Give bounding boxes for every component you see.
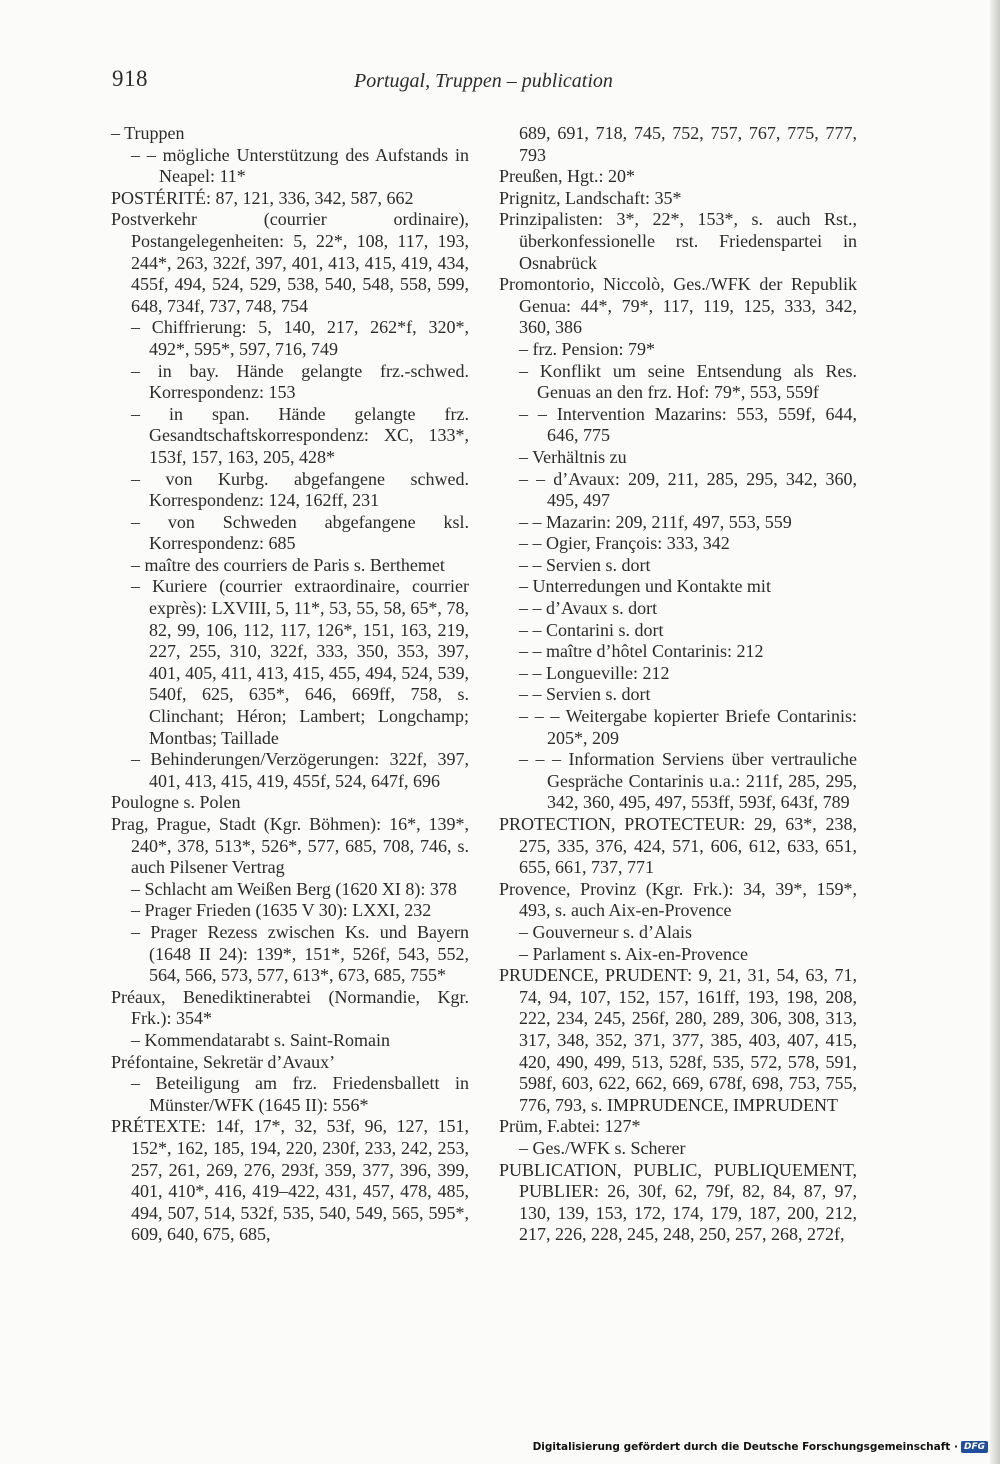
index-entry: Prag, Prague, Stadt (Kgr. Böhmen): 16*, 139*, 240*, 378, 513*, 526*, 577, 685, 708, 746, s. auch Pilsener Vertrag: [111, 814, 469, 878]
index-entry: – Schlacht am Weißen Berg (1620 XI 8): 378: [131, 878, 457, 899]
index-entry: – Truppen: [111, 123, 185, 143]
index-entry: – – Ogier, François: 333, 342: [519, 533, 730, 554]
index-entry: – von Schweden abgefangene ksl. Korrespondenz: 685: [131, 511, 469, 554]
index-entry: – Ges./WFK s. Scherer: [519, 1137, 686, 1158]
index-entry: – – Longueville: 212: [519, 662, 670, 683]
index-entry: – frz. Pension: 79*: [519, 338, 655, 359]
index-entry: PUBLICATION, PUBLIC, PUBLIQUEMENT, PUBLIER: 26, 30f, 62, 79f, 82, 84, 87, 97, 130, 139, 153, 172, 174, 179, 187, 200, 212, 217, 226, 228, 245, 248, 250, 257, 268, 272f,: [499, 1159, 857, 1245]
index-entry: Promontorio, Niccolò, Ges./WFK der Republik Genua: 44*, 79*, 117, 119, 125, 333, 342, 360, 386: [499, 274, 857, 338]
footer-text: Digitalisierung gefördert durch die Deutsche Forschungsgemeinschaft ·: [532, 1441, 958, 1453]
index-entry: PROTECTION, PROTECTEUR: 29, 63*, 238, 275, 335, 376, 424, 571, 606, 612, 633, 651, 655, 661, 737, 771: [499, 814, 857, 878]
index-entry: – Parlament s. Aix-en-Provence: [519, 943, 748, 964]
footer-credit: [533, 1441, 988, 1453]
index-entry: – – Servien s. dort: [519, 684, 651, 705]
index-entry: POSTÉRITÉ: 87, 121, 336, 342, 587, 662: [111, 187, 414, 208]
index-entry: – Verhältnis zu: [519, 446, 627, 467]
index-entry: Préaux, Benediktinerabtei (Normandie, Kgr. Frk.): 354*: [111, 986, 469, 1029]
index-entry: Prignitz, Landschaft: 35*: [499, 187, 682, 208]
index-entry: – Kommendatarabt s. Saint-Romain: [131, 1029, 390, 1050]
index-entry: – in bay. Hände gelangte frz.-schwed. Korrespondenz: 153: [131, 360, 469, 403]
index-entry: – maître des courriers de Paris s. Berthemet: [131, 554, 445, 575]
index-entry: PRUDENCE, PRUDENT: 9, 21, 31, 54, 63, 71, 74, 94, 107, 152, 157, 161ff, 193, 198, 208, 222, 234, 245, 256f, 280, 289, 306, 308, 313, 317, 348, 352, 371, 377, 385, 403, 407, 415, 420, 490, 499, 513, 528f, 535, 572, 578, 591, 598f, 603, 622, 662, 669, 678f, 698, 753, 755, 776, 793, s. IMPRUDENCE, IMPRUDENT: [499, 965, 857, 1115]
index-entry: – Prager Frieden (1635 V 30): LXXI, 232: [131, 900, 432, 921]
index-entry: – – d’Avaux: 209, 211, 285, 295, 342, 360, 495, 497: [519, 468, 857, 511]
index-column-right: [499, 123, 857, 1246]
index-entry: Provence, Provinz (Kgr. Frk.): 34, 39*, 159*, 493, s. auch Aix-en-Provence: [499, 878, 857, 921]
index-entry: Poulogne s. Polen: [111, 792, 241, 813]
index-entry: – Unterredungen und Kontakte mit: [519, 576, 771, 597]
index-entry: – – Servien s. dort: [519, 554, 651, 575]
index-entry: – – maître d’hôtel Contarinis: 212: [519, 641, 764, 662]
index-entry: – – mögliche Unterstützung des Aufstands in Neapel: 11*: [131, 144, 469, 187]
running-head: Portugal, Truppen – publication: [354, 70, 613, 92]
index-entry: – Beteiligung am frz. Friedensballett in Münster/WFK (1645 II): 556*: [131, 1073, 469, 1115]
index-entry: – von Kurbg. abgefangene schwed. Korrespondenz: 124, 162ff, 231: [131, 468, 469, 511]
index-entry: – – Contarini s. dort: [519, 619, 664, 640]
index-entry: Postverkehr (courrier ordinaire), Postangelegenheiten: 5, 22*, 108, 117, 193, 244*, 263, 322f, 397, 401, 413, 415, 419, 434, 455f, 494, 524, 529, 538, 540, 548, 558, 599, 648, 734f, 737, 748, 754: [111, 209, 469, 316]
index-entry: Prüm, F.abtei: 127*: [499, 1116, 641, 1137]
index-entry: Préfontaine, Sekretär d’Avaux’: [111, 1051, 336, 1072]
index-entry: PRÉTEXTE: 14f, 17*, 32, 53f, 96, 127, 151, 152*, 162, 185, 194, 220, 230f, 233, 242, 253, 257, 261, 269, 276, 293f, 359, 377, 396, 399, 401, 410*, 416, 419–422, 431, 457, 478, 485, 494, 507, 514, 532f, 535, 540, 549, 565, 595*, 609, 640, 675, 685,: [111, 1116, 469, 1245]
index-entry: – – Mazarin: 209, 211f, 497, 553, 559: [519, 511, 792, 532]
index-column-left: [111, 123, 469, 1246]
page-edge: [990, 0, 1000, 1464]
index-entry: 689, 691, 718, 745, 752, 757, 767, 775, 777, 793: [519, 123, 857, 165]
page-number: 918: [112, 66, 148, 91]
index-entry: – Behinderungen/Verzögerungen: 322f, 397, 401, 413, 415, 419, 455f, 524, 647f, 696: [131, 749, 469, 791]
index-entry: Prinzipalisten: 3*, 22*, 153*, s. auch Rst., überkonfessionelle rst. Friedenspartei in Osnabrück: [499, 209, 857, 273]
index-entry: – – – Weitergabe kopierter Briefe Contarinis: 205*, 209: [519, 706, 857, 748]
index-entry: – Konflikt um seine Entsendung als Res. Genuas an den frz. Hof: 79*, 553, 559f: [519, 360, 857, 403]
dfg-logo-icon: DFG: [961, 1441, 988, 1453]
index-entry: – Gouverneur s. d’Alais: [519, 921, 692, 942]
index-entry: – – Intervention Mazarins: 553, 559f, 644, 646, 775: [519, 403, 857, 446]
index-entry: – Kuriere (courrier extraordinaire, courrier exprès): LXVIII, 5, 11*, 53, 55, 58, 65*, 78, 82, 99, 106, 112, 117, 126*, 151, 163, 219, 227, 255, 310, 322f, 333, 350, 353, 397, 401, 405, 411, 413, 415, 455, 494, 524, 539, 540f, 625, 635*, 646, 669ff, 758, s. Clinchant; Héron; Lambert; Longchamp; Montbas; Taillade: [131, 576, 469, 748]
index-entry: – – d’Avaux s. dort: [519, 598, 658, 619]
index-entry: – Chiffrierung: 5, 140, 217, 262*f, 320*, 492*, 595*, 597, 716, 749: [131, 317, 469, 359]
index-entry: Preußen, Hgt.: 20*: [499, 166, 635, 187]
index-entry: – in span. Hände gelangte frz. Gesandtschaftskorrespondenz: XC, 133*, 153f, 157, 163, 205, 428*: [131, 403, 469, 467]
index-entry: – Prager Rezess zwischen Ks. und Bayern (1648 II 24): 139*, 151*, 526f, 543, 552, 564, 566, 573, 577, 613*, 673, 685, 755*: [131, 921, 469, 986]
index-entry: – – – Information Serviens über vertrauliche Gespräche Contarinis u.a.: 211f, 285, 295, 342, 360, 495, 497, 553ff, 593f, 643f, 789: [519, 749, 857, 813]
